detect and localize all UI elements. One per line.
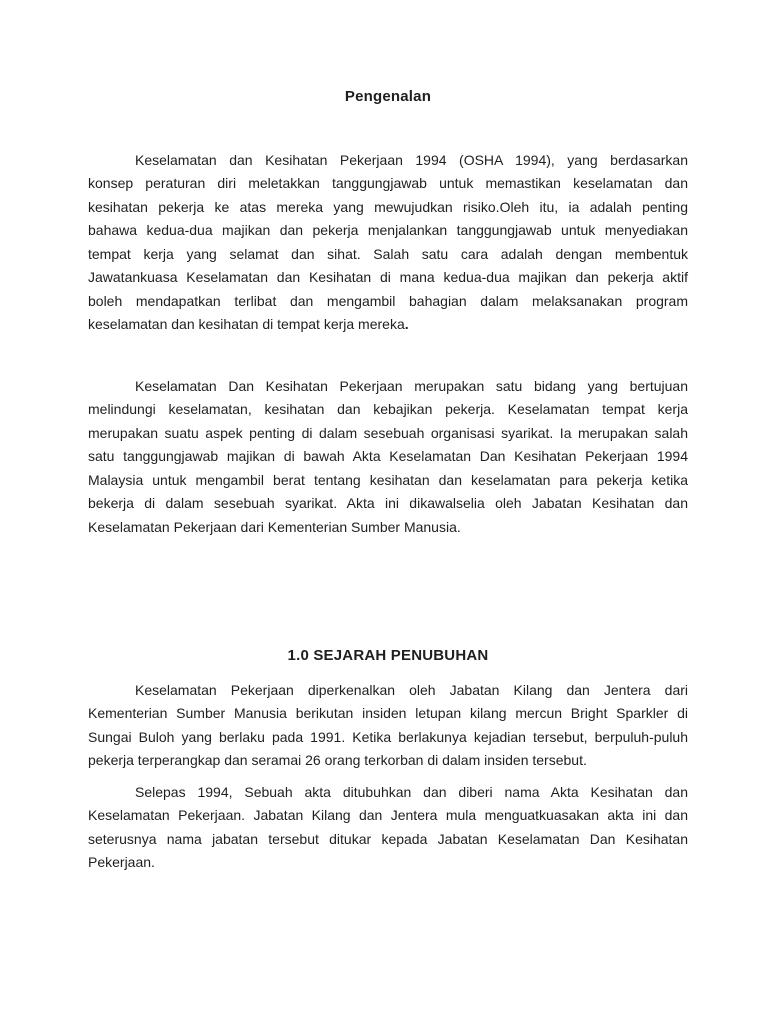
text-line: melindungi keselamatan, kesihatan dan kebajikan pekerja. Keselamatan tempat kerja <box>88 401 688 417</box>
text-line: seterusnya nama jabatan tersebut ditukar kepada Jabatan Keselamatan Dan Kesihatan <box>88 830 688 847</box>
section-paragraph-1 <box>88 679 688 773</box>
text-line: Keselamatan Pekerjaan dari Kementerian Sumber Manusia. <box>88 518 461 535</box>
text-line: Kementerian Sumber Manusia berikutan insiden letupan kilang mercun Bright Sparkler di <box>88 705 688 721</box>
text-line: Pekerjaan. <box>88 854 155 870</box>
text-line: Selepas 1994, Sebuah akta ditubuhkan dan diberi nama Akta Kesihatan dan <box>135 783 688 800</box>
text-line: boleh mendapatkan terlibat dan mengambil bahagian dalam melaksanakan program <box>88 292 688 309</box>
text-line: Keselamatan dan Kesihatan Pekerjaan 1994 (OSHA 1994), yang berdasarkan <box>135 151 688 168</box>
section-heading: 1.0 SEJARAH PENUBUHAN <box>287 647 489 664</box>
text-line: pekerja terperangkap dan seramai 26 orang terkorban di dalam insiden tersebut. <box>88 752 587 768</box>
text-line: Keselamatan Pekerjaan. Jabatan Kilang dan Jentera mula menguatkuasakan akta ini dan <box>88 807 688 823</box>
text-line: keselamatan dan kesihatan di tempat kerja mereka. <box>88 316 409 332</box>
document-title: Pengenalan <box>344 88 432 105</box>
text-line: Keselamatan Dan Kesihatan Pekerjaan merupakan satu bidang yang bertujuan <box>135 377 688 394</box>
intro-paragraph-2 <box>88 375 688 540</box>
text-line: merupakan suatu aspek penting di dalam sesebuah organisasi syarikat. Ia merupakan salah <box>88 424 688 441</box>
text-line: Jawatankuasa Keselamatan dan Kesihatan di mana kedua-dua majikan dan pekerja aktif <box>88 269 688 285</box>
text-line: bekerja di dalam sesebuah syarikat. Akta ini dikawalselia oleh Jabatan Kesihatan dan <box>88 495 688 511</box>
intro-paragraph-1 <box>88 149 688 337</box>
text-line: tempat kerja yang selamat dan sihat. Salah satu cara adalah dengan membentuk <box>88 245 688 262</box>
text-line: Keselamatan Pekerjaan diperkenalkan oleh Jabatan Kilang dan Jentera dari <box>135 681 688 698</box>
text-line: bahawa kedua-dua majikan dan pekerja menjalankan tanggungjawab untuk menyediakan <box>88 222 688 238</box>
text-line: Sungai Buloh yang berlaku pada 1991. Ketika berlakunya kejadian tersebut, berpuluh-puluh <box>88 728 688 745</box>
section-paragraph-2 <box>88 781 688 875</box>
bold-period: . <box>404 316 409 332</box>
text-line: satu tanggungjawab majikan di bawah Akta Keselamatan Dan Kesihatan Pekerjaan 1994 <box>88 448 688 464</box>
text-line: Malaysia untuk mengambil berat tentang kesihatan dan keselamatan para pekerja ketika <box>88 471 688 488</box>
text-line: konsep peraturan diri meletakkan tanggungjawab untuk memastikan keselamatan dan <box>88 175 688 191</box>
text-line: kesihatan pekerja ke atas mereka yang mewujudkan risiko.Oleh itu, ia adalah penting <box>88 198 688 215</box>
